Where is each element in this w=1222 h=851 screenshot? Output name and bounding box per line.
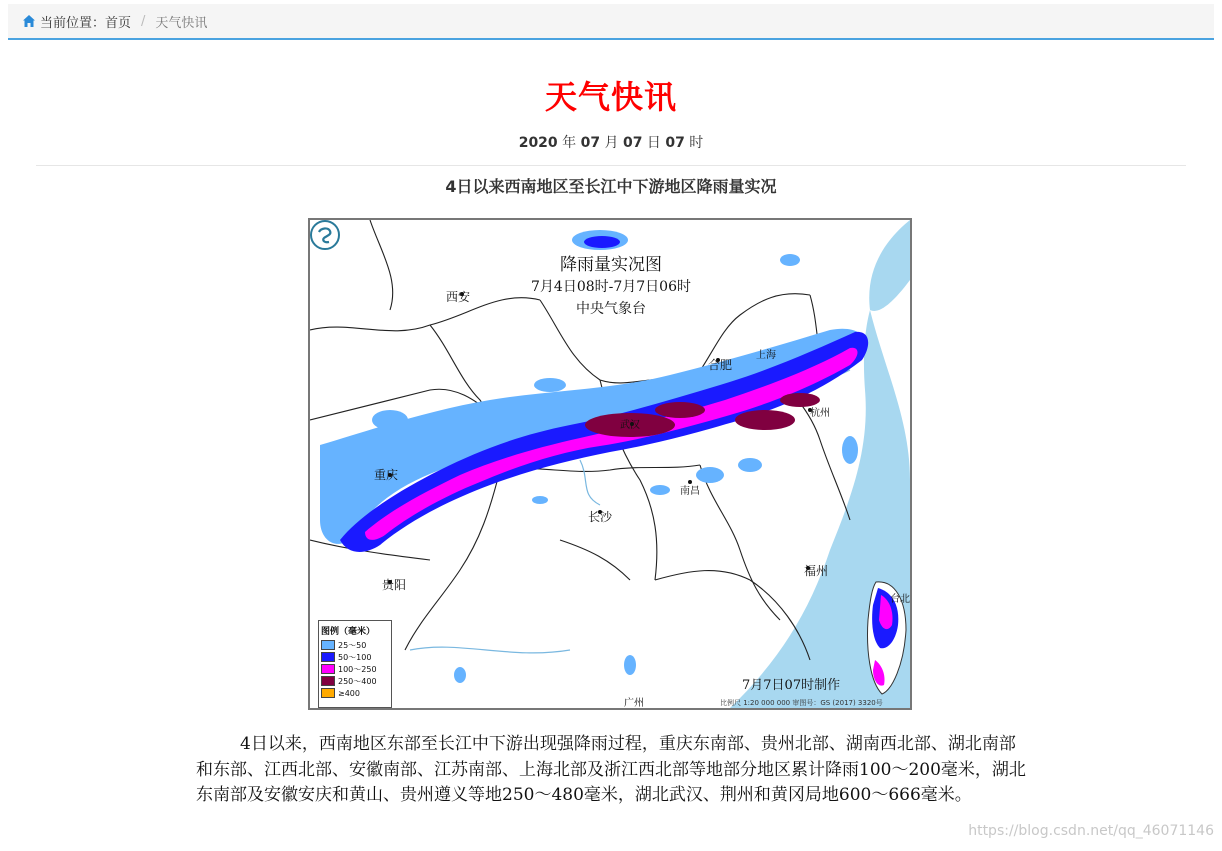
- date-hour: 07: [665, 135, 685, 151]
- legend-title: 图例（毫米）: [321, 627, 376, 637]
- rainfall-map-image: [308, 218, 912, 710]
- date-year: 2020: [518, 135, 558, 151]
- legend-item: [319, 675, 391, 687]
- csdn-watermark: https://blog.csdn.net/qq_46071146: [968, 823, 1214, 839]
- legend-label: ≥400: [338, 688, 360, 698]
- map-title: 降雨量实况图: [560, 255, 662, 275]
- city-label-hangzhou: 杭州: [810, 408, 830, 419]
- map-header: [506, 254, 716, 320]
- publish-date: [0, 132, 1222, 152]
- home-icon[interactable]: [22, 14, 36, 28]
- article-body: [196, 732, 1026, 809]
- date-hour-unit: 时: [689, 135, 704, 151]
- breadcrumb: [8, 4, 1214, 40]
- legend-label: 50～100: [338, 652, 372, 662]
- city-label-changsha: 长沙: [588, 510, 613, 524]
- legend-swatch: [321, 640, 335, 650]
- page-title: 天气快讯: [544, 78, 677, 116]
- legend-swatch: [321, 688, 335, 698]
- legend-label: 250～400: [338, 676, 377, 686]
- city-label-fuzhou: 福州: [804, 564, 829, 578]
- legend-item: [319, 687, 391, 699]
- legend-item: [319, 663, 391, 675]
- map-legend: [318, 620, 392, 708]
- legend-swatch: [321, 664, 335, 674]
- article-subtitle: 4日以来西南地区至长江中下游地区降雨量实况: [445, 177, 777, 196]
- city-label-hefei: 合肥: [708, 358, 733, 372]
- legend-swatch: [321, 652, 335, 662]
- city-label-guangzhou: 广州: [624, 698, 644, 709]
- legend-item: [319, 639, 391, 651]
- city-label-taibei: 台北: [890, 594, 910, 605]
- breadcrumb-prefix: 当前位置：: [40, 15, 106, 31]
- breadcrumb-separator: /: [141, 13, 146, 29]
- legend-label: 100～250: [338, 664, 377, 674]
- legend-label: 25～50: [338, 640, 367, 650]
- date-day-unit: 日: [646, 135, 661, 151]
- map-produced-time: 7月7日07时制作: [742, 678, 841, 693]
- breadcrumb-home-link[interactable]: 首页: [105, 15, 132, 31]
- title-divider: [36, 165, 1186, 166]
- city-label-xian: 西安: [446, 290, 471, 304]
- city-label-chongqing: 重庆: [374, 468, 399, 482]
- city-label-wuhan: 武汉: [620, 420, 640, 431]
- date-year-unit: 年: [562, 135, 577, 151]
- city-label-nanchang: 南昌: [680, 486, 700, 497]
- legend-swatch: [321, 676, 335, 686]
- date-month-unit: 月: [604, 135, 619, 151]
- breadcrumb-current: 天气快讯: [155, 15, 208, 31]
- map-agency: 中央气象台: [576, 301, 646, 317]
- legend-item: [319, 651, 391, 663]
- map-scale-note: 比例尺 1:20 000 000 审图号：GS (2017) 3320号: [720, 699, 883, 707]
- meteorological-logo-icon: [310, 220, 340, 250]
- city-label-guiyang: 贵阳: [382, 578, 407, 592]
- article-paragraph-text: 4日以来，西南地区东部至长江中下游出现强降雨过程，重庆东南部、贵州北部、湖南西北部、湖北南部和东部、江西北部、安徽南部、江苏南部、上海北部及浙江西北部等地部分地区累计降雨100～200毫米，湖北东南部及安徽安庆和黄山、贵州遵义等地250～480毫米，湖北武汉、荆州和黄冈局地600～666毫米。: [196, 734, 1026, 805]
- map-period: 7月4日08时-7月7日06时: [531, 279, 691, 295]
- date-month: 07: [580, 135, 601, 151]
- article-paragraph: [196, 732, 1026, 809]
- date-day: 07: [622, 135, 643, 151]
- city-label-shanghai: 上海: [756, 350, 776, 361]
